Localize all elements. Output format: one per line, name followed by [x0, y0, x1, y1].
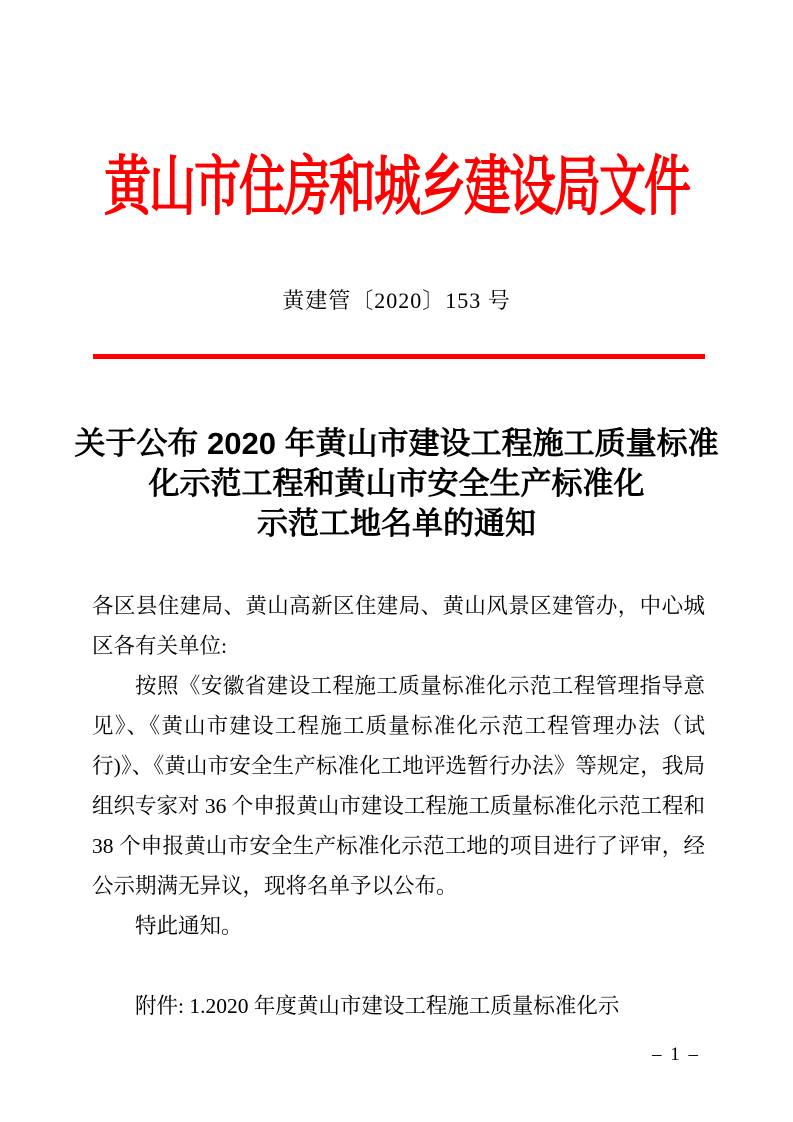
body-line: 38 个申报黄山市安全生产标准化示范工地的项目进行了评审，经 [92, 834, 705, 858]
page-number: – 1 – [652, 1044, 700, 1065]
body-blank-line [92, 946, 705, 986]
body-line: 区各有关单位: [92, 634, 227, 658]
body-line: 行)》、《黄山市安全生产标准化工地评选暂行办法》等规定，我局 [92, 754, 705, 778]
document-number: 黄建管〔2020〕153 号 [282, 288, 511, 313]
letterhead-agency-title: 黄山市住房和城乡建设局文件 [104, 151, 689, 224]
notice-title-line-1: 关于公布 2020 年黄山市建设工程施工质量标准 [74, 426, 719, 461]
letterhead-divider-rule [93, 354, 705, 359]
body-line: 组织专家对 36 个申报黄山市建设工程施工质量标准化示范工程和 [92, 794, 705, 818]
attachment-line: 附件: 1.2020 年度黄山市建设工程施工质量标准化示 [135, 994, 620, 1018]
body-line: 公示期满无异议，现将名单予以公布。 [92, 874, 458, 898]
body-line: 特此通知。 [135, 914, 243, 938]
notice-title [44, 424, 749, 544]
notice-title-line-2: 化示范工程和黄山市安全生产标准化 [148, 466, 645, 501]
body-line: 各区县住建局、黄山高新区住建局、黄山风景区建管办，中心城 [92, 594, 705, 618]
body-line: 按照《安徽省建设工程施工质量标准化示范工程管理指导意 [135, 674, 705, 698]
body-line: 见》、《黄山市建设工程施工质量标准化示范工程管理办法（试 [92, 714, 705, 738]
notice-body [92, 586, 705, 1026]
notice-title-line-3: 示范工地名单的通知 [257, 506, 536, 541]
